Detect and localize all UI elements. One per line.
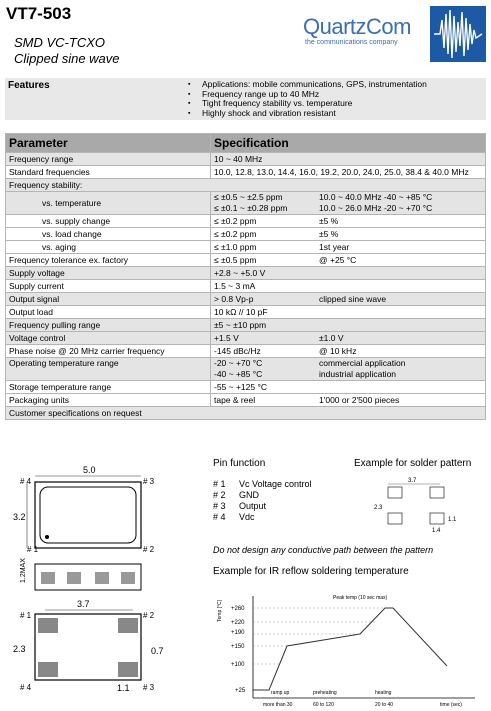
table-row	[6, 394, 486, 407]
table-row	[6, 332, 486, 345]
feature-item: ▪ Highly shock and vibration resistant	[202, 109, 427, 119]
table-row	[6, 267, 486, 280]
value-a: ≤ ±0.2 ppm	[214, 228, 257, 239]
row-label: Supply voltage	[6, 267, 211, 280]
feature-item: ▪ Tight frequency stability vs. temperature	[202, 99, 427, 109]
reflow-ylabel: Temp [°C]	[217, 599, 223, 622]
time-heating: 20 to 40	[375, 702, 394, 708]
row-label: Frequency pulling range	[6, 319, 211, 332]
features-label: Features	[8, 80, 50, 91]
pin-row	[213, 490, 312, 501]
logo-wave-icon	[430, 6, 486, 62]
row-label: vs. load change	[6, 228, 211, 241]
pin-row	[213, 512, 312, 523]
table-row	[6, 381, 486, 394]
row-label: Supply current	[6, 280, 211, 293]
company-logo	[303, 6, 485, 64]
row-value	[211, 293, 486, 306]
pin-number: # 2	[213, 490, 226, 500]
table-row	[6, 153, 486, 166]
row-label: vs. temperature	[6, 192, 211, 215]
package-drawing	[5, 462, 205, 707]
row-label: vs. aging	[6, 241, 211, 254]
col-parameter: Parameter	[6, 134, 211, 153]
time-preheat: 60 to 120	[313, 702, 334, 708]
time-axis-label: time (sec)	[440, 702, 462, 708]
tick-220: +220	[231, 620, 245, 626]
product-subtitle	[14, 35, 120, 67]
table-row	[6, 293, 486, 306]
row-label: Operating temperature range	[6, 358, 211, 381]
pin-list	[213, 479, 312, 523]
row-label: Phase noise @ 20 MHz carrier frequency	[6, 345, 211, 358]
dim-pad-width: 1.1	[117, 683, 130, 693]
table-row	[6, 345, 486, 358]
pin1-label: # 1	[27, 545, 39, 554]
tick-25: +25	[235, 688, 246, 694]
row-value: 10 kΩ // 10 pF	[211, 306, 486, 319]
table-row	[6, 179, 486, 192]
pin-number: # 3	[213, 501, 226, 511]
dim-pad-pitch: 3.7	[77, 599, 90, 609]
phase-heating: heating	[375, 690, 392, 696]
row-label: Packaging units	[6, 394, 211, 407]
value-b: @ 10 kHz	[319, 345, 357, 356]
value-b: 10.0 ~ 26.0 MHz -20 ~ +70 °C	[319, 203, 433, 213]
table-row	[6, 254, 486, 267]
row-value	[211, 228, 486, 241]
row-label: Customer specifications on request	[6, 407, 486, 420]
features-list	[202, 80, 427, 118]
pin-number: # 4	[213, 512, 226, 522]
subtitle-line-2: Clipped sine wave	[14, 51, 120, 66]
sp-pad-width: 1.4	[432, 528, 441, 534]
row-value: ±5 ~ ±10 ppm	[211, 319, 486, 332]
feature-item: ▪ Frequency range up to 40 MHz	[202, 90, 427, 100]
row-label: Frequency stability:	[6, 179, 486, 192]
reflow-profile-chart	[215, 590, 487, 708]
phase-rampup: ramp up	[271, 690, 290, 696]
value-b: industrial application	[319, 369, 397, 379]
value-a: +1.5 V	[214, 332, 239, 343]
pin-function: Vdc	[239, 512, 255, 522]
row-value: 10 ~ 40 MHz	[211, 153, 486, 166]
pin3-label: # 3	[143, 477, 155, 486]
phase-preheat: preheating	[313, 690, 337, 696]
pin1-bottom-label: # 1	[20, 611, 32, 620]
col-specification: Specification	[211, 134, 486, 153]
row-value	[211, 215, 486, 228]
logo-tagline: the communications company	[305, 39, 398, 46]
value-a: -145 dBc/Hz	[214, 345, 261, 356]
dim-vpitch: 2.3	[13, 644, 26, 654]
pin-function: GND	[239, 490, 259, 500]
table-row	[6, 215, 486, 228]
value-b: @ +25 °C	[319, 254, 357, 265]
value-a: ≤ ±0.5 ~ ±2.5 ppm	[214, 192, 283, 202]
value-b: 1'000 or 2'500 pieces	[319, 394, 400, 405]
sp-width: 3.7	[408, 478, 417, 484]
value-a: ≤ ±0.5 ppm	[214, 254, 257, 265]
pin-number: # 1	[213, 479, 226, 489]
value-a: ≤ ±0.2 ppm	[214, 215, 257, 226]
subtitle-line-1: SMD VC-TCXO	[14, 35, 105, 50]
pin3-bottom-label: # 3	[143, 683, 155, 692]
row-value: -55 ~ +125 °C	[211, 381, 486, 394]
feature-item: ▪ Applications: mobile communications, GPS, instrumentation	[202, 80, 427, 90]
features-panel	[5, 78, 486, 120]
row-value	[211, 192, 486, 215]
table-row	[6, 358, 486, 381]
value-a: ≤ ±1.0 ppm	[214, 241, 257, 252]
tick-190: +190	[231, 630, 245, 636]
value-a: > 0.8 Vp-p	[214, 293, 254, 304]
value-a: ≤ ±0.1 ~ ±0.28 ppm	[214, 203, 288, 213]
row-value	[211, 394, 486, 407]
value-b: 10.0 ~ 40.0 MHz -40 ~ +85 °C	[319, 192, 433, 202]
row-value	[211, 358, 486, 381]
sp-height: 2.3	[374, 505, 383, 511]
value-a: -40 ~ +85 °C	[214, 369, 263, 379]
solder-pattern-title: Example for solder pattern	[354, 458, 472, 469]
pin4-bottom-label: # 4	[20, 683, 32, 692]
value-b: 1st year	[319, 241, 350, 252]
pin-function-title: Pin function	[213, 458, 266, 469]
row-value: +2.8 ~ +5.0 V	[211, 267, 486, 280]
spec-table	[5, 133, 486, 420]
dim-thickness: 1.2MAX	[20, 558, 27, 583]
table-row	[6, 319, 486, 332]
value-a: tape & reel	[214, 394, 256, 405]
table-row	[6, 280, 486, 293]
time-rampup: more than 30	[263, 702, 293, 708]
row-value	[211, 254, 486, 267]
value-a: -20 ~ +70 °C	[214, 358, 263, 368]
value-b: ±5 %	[319, 215, 339, 226]
tick-260: +260	[231, 606, 245, 612]
row-label: Frequency range	[6, 153, 211, 166]
product-title: VT7-503	[6, 4, 72, 23]
row-value: 10.0, 12.8, 13.0, 14.4, 16.0, 19.2, 20.0, 24.0, 25.0, 38.4 & 40.0 MHz	[211, 166, 486, 179]
row-label: Frequency tolerance ex. factory	[6, 254, 211, 267]
row-label: vs. supply change	[6, 215, 211, 228]
row-value: 1.5 ~ 3 mA	[211, 280, 486, 293]
table-header	[6, 134, 486, 153]
pin4-label: # 4	[20, 477, 32, 486]
row-label: Output signal	[6, 293, 211, 306]
value-b: clipped sine wave	[319, 293, 387, 304]
row-label: Output load	[6, 306, 211, 319]
pin-function: Vc Voltage control	[239, 479, 312, 489]
peak-label: Peak temp (10 sec max)	[333, 595, 388, 601]
row-value	[211, 345, 486, 358]
sp-pad-height: 1.1	[448, 517, 457, 523]
logo-name: QuartzCom	[303, 14, 411, 39]
dim-pad-height: 0.7	[151, 646, 164, 656]
row-value	[211, 241, 486, 254]
tick-100: +100	[231, 662, 245, 668]
table-row	[6, 241, 486, 254]
dim-height: 3.2	[13, 512, 26, 522]
reflow-title: Example for IR reflow soldering temperature	[213, 566, 409, 577]
row-label: Standard frequencies	[6, 166, 211, 179]
pin-row	[213, 479, 312, 490]
row-label: Storage temperature range	[6, 381, 211, 394]
pin-function: Output	[239, 501, 267, 511]
value-b: ±1.0 V	[319, 332, 344, 343]
dim-width: 5.0	[83, 465, 96, 475]
table-row	[6, 166, 486, 179]
row-value	[211, 332, 486, 345]
solder-pattern-drawing	[370, 475, 460, 535]
pin2-label: # 2	[143, 545, 155, 554]
pin2-bottom-label: # 2	[143, 611, 155, 620]
table-row	[6, 306, 486, 319]
table-row	[6, 192, 486, 215]
value-b: ±5 %	[319, 228, 339, 239]
value-b: commercial application	[319, 358, 406, 368]
table-row	[6, 228, 486, 241]
pin-row	[213, 501, 312, 512]
layout-note: Do not design any conductive path between the pattern	[213, 545, 434, 555]
tick-150: +150	[231, 644, 245, 650]
row-label: Voltage control	[6, 332, 211, 345]
table-row	[6, 407, 486, 420]
